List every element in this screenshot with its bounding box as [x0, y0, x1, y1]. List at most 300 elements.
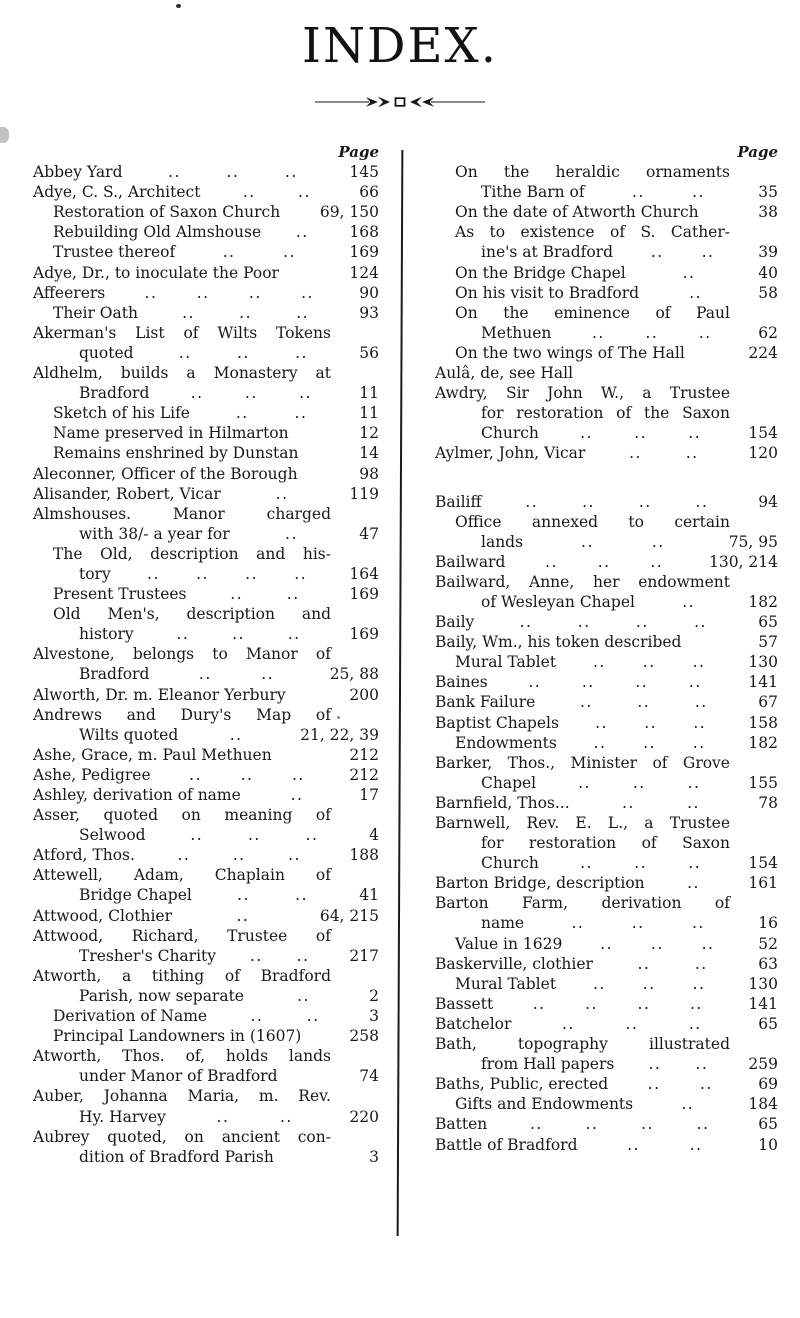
index-entry [435, 343, 778, 363]
entry-text: Name preserved in Hilmarton [53, 424, 289, 443]
dot-leader: .. [236, 343, 250, 362]
dot-leader: .. [694, 613, 707, 632]
dot-leader: .. [294, 404, 308, 423]
entry-text: under Manor of Bradford [79, 1067, 278, 1086]
index-entry [33, 765, 379, 785]
dot-leader: .. [692, 653, 706, 672]
index-entry [33, 986, 379, 1006]
dot-leader: .. [283, 243, 296, 262]
index-entry [435, 1074, 778, 1094]
entry-text: name [481, 914, 525, 933]
index-entry [33, 524, 379, 544]
page-number: 224 [748, 343, 778, 362]
dot-leader: .. [581, 532, 594, 551]
index-entry [33, 845, 379, 865]
dot-leader: .. [216, 1107, 230, 1126]
page-number: 47 [359, 524, 379, 543]
index-entry [33, 825, 379, 845]
index-entry [435, 753, 778, 773]
index-entry [33, 745, 379, 765]
entry-text: history [79, 625, 134, 644]
page-number: 69, 150 [319, 203, 379, 222]
dot-leader: .. [580, 424, 593, 443]
dot-leader: .. [261, 665, 275, 684]
index-entry [435, 532, 778, 552]
entry-text: Bradford [79, 384, 150, 403]
dot-leader: .. [301, 283, 314, 302]
entry-text: Batchelor [435, 1014, 512, 1033]
dot-leader: .. [693, 713, 707, 732]
dot-leader: .. [196, 283, 210, 302]
entry-text: Barton Farm, derivation of [435, 894, 730, 913]
dot-leader: .. [595, 713, 609, 732]
entry-text: On the heraldic ornaments [455, 163, 730, 182]
dot-leader: .. [694, 954, 708, 973]
dot-leader: .. [688, 424, 702, 443]
index-entry [33, 564, 379, 584]
dot-leader: .. [698, 323, 712, 342]
index-entry [33, 725, 379, 745]
index-entry [435, 853, 778, 873]
index-entry [33, 946, 379, 966]
entry-text: Aulâ, de, see Hall [435, 364, 574, 383]
page-number: 141 [748, 994, 778, 1013]
page-number: 52 [758, 934, 778, 953]
page-number: 164 [349, 564, 379, 583]
entry-text: Andrews and Dury's Map of [33, 705, 331, 724]
dot-leader: .. [279, 1107, 293, 1126]
index-entry [435, 202, 778, 222]
dot-leader: .. [232, 625, 245, 644]
page-number: 57 [758, 633, 778, 652]
page-number: 93 [359, 303, 379, 322]
page-number: 3 [369, 1147, 379, 1166]
page-column-header: Page [737, 143, 778, 161]
entry-text: On the date of Atworth Church [455, 203, 699, 222]
page-number: 168 [349, 223, 379, 242]
index-entry [435, 162, 778, 182]
index-entry [435, 1014, 778, 1034]
page-column-header: Page [338, 143, 379, 161]
dot-leader: .. [189, 765, 203, 784]
page-number: 217 [349, 946, 379, 965]
scan-artifact [176, 4, 181, 8]
index-entry [435, 263, 778, 283]
dot-leader: .. [699, 1075, 713, 1094]
dot-leader: .. [650, 934, 664, 953]
dot-leader: .. [635, 673, 649, 692]
dot-leader: .. [592, 974, 606, 993]
dot-leader: .. [295, 223, 309, 242]
page-number: 67 [758, 693, 778, 712]
dot-leader: .. [305, 826, 319, 845]
entry-text: Chapel [481, 773, 537, 792]
dot-leader: .. [198, 665, 212, 684]
entry-text: Alworth, Dr. m. Eleanor Yerbury [33, 685, 286, 704]
dot-leader: .. [597, 552, 611, 571]
page-number: 154 [748, 854, 778, 873]
entry-text: Mural Tablet [455, 974, 557, 993]
dot-leader: .. [578, 773, 591, 792]
index-entry [435, 552, 778, 572]
page-number: 130 [748, 653, 778, 672]
dot-leader: .. [694, 693, 708, 712]
scan-artifact [337, 716, 340, 719]
entry-text: Ashley, derivation of name [33, 786, 241, 804]
page-number: 200 [349, 685, 379, 704]
dot-leader: .. [642, 974, 656, 993]
entry-text: from Hall papers [481, 1055, 615, 1074]
page-number: 21, 22, 39 [300, 725, 379, 744]
index-entry [435, 873, 778, 893]
dot-leader: .. [637, 994, 651, 1013]
page-number: 145 [349, 163, 379, 182]
dot-leader: .. [528, 673, 542, 692]
page-number: 65 [758, 1115, 778, 1134]
dot-leader: .. [600, 934, 614, 953]
dot-leader: .. [687, 793, 700, 812]
dot-leader: .. [692, 733, 706, 752]
entry-text: The Old, description and his- [53, 544, 331, 563]
index-entry [435, 672, 778, 692]
index-entry [435, 572, 778, 592]
index-entry [33, 865, 379, 885]
index-entry [33, 403, 379, 423]
page-number: 66 [359, 183, 379, 202]
entry-text: Principal Landowners in (1607) [53, 1027, 302, 1046]
index-entry [435, 423, 778, 443]
entry-text: Bradford [79, 665, 150, 684]
index-entry [33, 1066, 379, 1086]
page-number: 98 [359, 464, 379, 483]
dot-leader: .. [571, 914, 585, 933]
index-entry [435, 833, 778, 853]
index-entry [33, 624, 379, 644]
entry-text: Ashe, Pedigree [33, 765, 151, 784]
entry-text: quoted [79, 343, 134, 362]
dot-leader: .. [295, 886, 309, 905]
index-entry [435, 974, 778, 994]
index-entry [33, 303, 379, 323]
dot-leader: .. [287, 625, 301, 644]
dot-leader: .. [621, 793, 635, 812]
entry-text: Trustee thereof [53, 243, 176, 262]
entry-text: Atworth, a tithing of Bradford [33, 966, 331, 985]
page-number: 94 [758, 492, 778, 511]
index-entry [33, 242, 379, 262]
entry-text: Barnfield, Thos... [435, 793, 570, 812]
dot-leader: .. [582, 492, 595, 511]
entry-text: Baskerville, clothier [435, 954, 593, 973]
dot-leader: .. [561, 1014, 575, 1033]
dot-leader: .. [585, 1115, 599, 1134]
dot-leader: .. [637, 954, 651, 973]
entry-text: Barnwell, Rev. E. L., a Trustee [435, 814, 730, 832]
dot-leader: .. [692, 974, 706, 993]
index-entry [33, 182, 379, 202]
entry-text: Awdry, Sir John W., a Trustee [435, 384, 730, 403]
dot-leader: .. [244, 384, 258, 403]
entry-text: Affeerers [33, 283, 106, 302]
dot-leader: .. [580, 854, 593, 873]
entry-text: Bridge Chapel [79, 886, 192, 905]
dot-leader: .. [634, 424, 648, 443]
entry-text: Church [481, 854, 539, 873]
dot-leader: .. [629, 444, 642, 463]
dot-leader: .. [689, 1135, 703, 1154]
index-entry [33, 504, 379, 524]
dot-leader: .. [647, 1075, 661, 1094]
page-number: 10 [758, 1135, 778, 1154]
entry-text: Baptist Chapels [435, 713, 559, 732]
dot-leader: .. [235, 404, 249, 423]
dot-leader: .. [692, 183, 705, 202]
dot-leader: .. [299, 384, 312, 403]
dot-leader: .. [242, 183, 256, 202]
entry-text: Baines [435, 673, 488, 692]
dot-leader: .. [579, 693, 593, 712]
index-entry [33, 1026, 379, 1046]
divider-ornament-icon [0, 94, 800, 110]
index-column-left [33, 142, 379, 1167]
entry-text: lands [481, 532, 524, 551]
page-number: 16 [758, 914, 778, 933]
entry-text: tory [79, 564, 111, 583]
entry-text: Their Oath [53, 303, 138, 322]
page-number: 182 [748, 592, 778, 611]
entry-text: Ashe, Grace, m. Paul Methuen [33, 745, 272, 764]
dot-leader: .. [146, 564, 160, 583]
dot-leader: .. [695, 1055, 709, 1074]
index-entry [33, 664, 379, 684]
index-entry [435, 793, 778, 813]
entry-text: On the Bridge Chapel [455, 263, 626, 282]
entry-text: Barton Bridge, description [435, 874, 645, 893]
dot-leader: .. [295, 343, 308, 362]
entry-text: Atworth, Thos. of, holds lands [33, 1047, 331, 1066]
dot-leader: .. [297, 986, 310, 1005]
dot-leader: .. [532, 994, 546, 1013]
index-entry [435, 592, 778, 612]
index-entry [435, 512, 778, 532]
index-entry [33, 323, 379, 343]
page-number: 40 [758, 263, 778, 282]
entry-text: Office annexed to certain [455, 512, 730, 531]
page-number: 64, 215 [319, 906, 379, 925]
index-entry [435, 773, 778, 793]
entry-text: Methuen [481, 323, 552, 342]
index-entry [33, 464, 379, 484]
index-entry [435, 242, 778, 262]
entry-text: Bank Failure [435, 693, 536, 712]
page-number: 258 [349, 1027, 379, 1046]
index-entry [435, 913, 778, 933]
entry-text: Akerman's List of Wilts Tokens [33, 323, 331, 342]
dot-leader: .. [229, 725, 243, 744]
page-number: 212 [349, 765, 379, 784]
page-number: 169 [349, 625, 379, 644]
entry-text: Remains enshrined by Dunstan [53, 444, 299, 463]
dot-leader: .. [692, 914, 705, 933]
entry-text: with 38/- a year for [79, 524, 230, 543]
entry-text: Bailward [435, 552, 506, 571]
page-number: 161 [748, 874, 778, 893]
index-entry [33, 885, 379, 905]
page-number: 155 [748, 773, 778, 792]
dot-leader: .. [635, 613, 649, 632]
dot-leader: .. [688, 1014, 702, 1033]
index-entry [435, 492, 778, 512]
entry-text: Batten [435, 1115, 488, 1134]
dot-leader: .. [638, 492, 652, 511]
entry-text: Baily [435, 613, 475, 632]
dot-leader: .. [290, 786, 304, 804]
index-entry [435, 713, 778, 733]
page-number: 35 [758, 183, 778, 202]
page-number: 130 [748, 974, 778, 993]
dot-leader: .. [291, 765, 305, 784]
dot-leader: .. [701, 243, 715, 262]
dot-leader: .. [643, 733, 657, 752]
dot-leader: .. [682, 592, 696, 611]
dot-leader: .. [648, 1055, 662, 1074]
dot-leader: .. [688, 673, 702, 692]
entry-text: On the two wings of The Hall [455, 343, 685, 362]
dot-leader: .. [650, 243, 664, 262]
index-entry [33, 383, 379, 403]
entry-text: Value in 1629 [455, 934, 563, 953]
index-column-right [435, 142, 778, 1155]
dot-leader: .. [687, 773, 701, 792]
entry-text: dition of Bradford Parish [79, 1147, 274, 1166]
dot-leader: .. [240, 765, 254, 784]
dot-leader: .. [695, 492, 709, 511]
dot-leader: .. [249, 946, 263, 965]
page-number: 4 [369, 826, 379, 845]
dot-leader: .. [306, 1007, 320, 1026]
entry-text: Attwood, Clothier [33, 906, 172, 925]
dot-leader: .. [529, 1115, 543, 1134]
dot-leader: .. [285, 524, 298, 543]
index-entry [33, 443, 379, 463]
dot-leader: .. [631, 183, 645, 202]
index-entry [435, 954, 778, 974]
index-entry [435, 1135, 778, 1155]
entry-text: Old Men's, description and [53, 605, 331, 624]
index-entry [33, 283, 379, 303]
dot-leader: .. [286, 585, 300, 604]
entry-text: Auber, Johanna Maria, m. Rev. [33, 1087, 331, 1106]
dot-leader: .. [296, 303, 310, 322]
page-number: 169 [349, 585, 379, 604]
entry-text: Abbey Yard [33, 163, 123, 182]
dot-leader: .. [236, 906, 250, 925]
index-entry [33, 966, 379, 986]
page-number: 56 [359, 343, 379, 362]
dot-leader: .. [696, 1115, 710, 1134]
index-entry [435, 443, 778, 463]
index-entry [33, 906, 379, 926]
entry-text: of Wesleyan Chapel [481, 592, 635, 611]
index-entry [435, 612, 778, 632]
dot-leader: .. [248, 283, 262, 302]
dot-leader: .. [687, 874, 700, 893]
page-title: INDEX. [302, 18, 498, 74]
page-number: 41 [359, 886, 379, 905]
dot-leader: .. [634, 854, 648, 873]
dot-leader: .. [627, 1135, 641, 1154]
index-entry [33, 544, 379, 564]
index-entry [33, 1107, 379, 1127]
entry-text: Battle of Bradford [435, 1135, 578, 1154]
entry-text: On his visit to Bradford [455, 283, 640, 302]
page-number: 119 [349, 484, 379, 503]
column-divider [397, 150, 404, 1236]
dot-leader: .. [681, 1095, 695, 1114]
dot-leader: .. [177, 846, 191, 865]
index-entry [435, 1034, 778, 1054]
page-number: 11 [359, 384, 379, 403]
dot-leader: .. [182, 303, 195, 322]
page-number: 78 [758, 793, 778, 812]
entry-text: Atford, Thos. [33, 846, 135, 865]
index-entry [435, 1094, 778, 1114]
index-entry [33, 785, 379, 805]
page-number: 65 [758, 613, 778, 632]
dot-leader: .. [230, 585, 244, 604]
page-number: 75, 95 [728, 532, 778, 551]
entry-text: Selwood [79, 826, 146, 845]
index-entry [33, 484, 379, 504]
dot-leader: .. [239, 303, 253, 322]
dot-leader: .. [581, 673, 595, 692]
page-number: 69 [758, 1075, 778, 1094]
dot-leader: .. [625, 1014, 639, 1033]
entry-text: Almshouses. Manor charged [33, 504, 331, 523]
index-entry [435, 1114, 778, 1134]
dot-leader: .. [689, 283, 703, 302]
dot-leader: .. [245, 564, 259, 583]
index-entry [33, 343, 379, 363]
dot-leader: .. [247, 826, 261, 845]
page-number: 124 [349, 263, 379, 282]
page-number: 74 [359, 1067, 379, 1086]
index-entry [435, 303, 778, 323]
dot-leader: .. [298, 183, 311, 202]
dot-leader: .. [689, 994, 703, 1013]
index-entry [435, 383, 778, 403]
index-entry [33, 584, 379, 604]
dot-leader: .. [688, 854, 702, 873]
dot-leader: .. [232, 846, 246, 865]
index-entry [33, 1046, 379, 1066]
index-entry [435, 222, 778, 242]
page-number: 17 [359, 786, 379, 804]
index-entry [33, 705, 379, 725]
page-number: 130, 214 [708, 552, 778, 571]
dot-leader: .. [641, 1115, 654, 1134]
entry-text: Bailiff [435, 492, 482, 511]
dot-leader: .. [591, 323, 605, 342]
dot-leader: .. [190, 384, 204, 403]
entry-text: Endowments [455, 733, 557, 752]
dot-leader: .. [176, 625, 190, 644]
index-entry [435, 934, 778, 954]
entry-text: Tresher's Charity [79, 946, 217, 965]
dot-leader: .. [226, 163, 240, 182]
entry-text: ine's at Bradford [481, 243, 614, 262]
entry-text: Bassett [435, 994, 494, 1013]
